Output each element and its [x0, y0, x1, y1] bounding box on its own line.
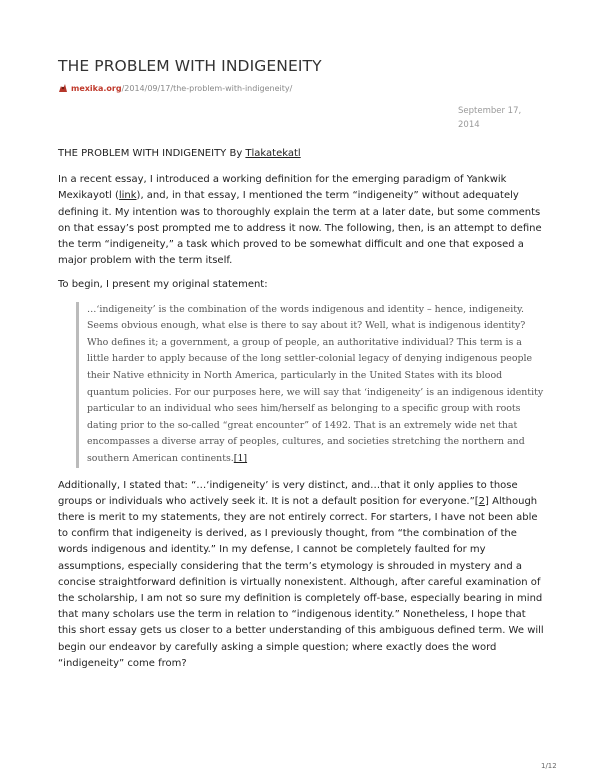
- quoted-statement: …‘indigeneity’ is the combination of the words indigenous and identity – hence, indigeneity. Seems obvious enough, what else is there to say about it? Well, what is indigenous identity? Who defines it; a government, a group of people, an authoritative individual? This term is a little harder to apply because of the long settler-colonial legacy of denying indigenous people their Native ethnicity in North America, particularly in the United States with its blood quantum policies. For our purposes here, we will say that ‘indigeneity’ is an indigenous identity particular to an individual who sees him/herself as belonging to a specific group with roots dating prior to the so-called “great encounter” of 1492. That is an extremely wide net that encompasses a diverse array of peoples, cultures, and societies stretching the northern and southern American continents.[1]: [76, 302, 544, 468]
- author-link[interactable]: Tlakatekatl: [245, 148, 301, 159]
- paragraph-2: To begin, I present my original statement:: [58, 279, 268, 291]
- paragraph-1: In a recent essay, I introduced a working definition for the emerging paradigm of Yankwik Mexikayotl (link), and, in that essay, I mentioned the term “indigeneity” without adequately defining it. My intention was to thoroughly explain the term at a later date, but some comments on that essay’s post prompted me to address it now. The following, then, is an attempt to define the term “indigeneity,” a task which proved to be somewhat difficult and one that exposed a major problem with the term itself.: [58, 174, 542, 267]
- site-logo-icon: [58, 83, 68, 93]
- article-heading: THE PROBLEM WITH INDIGENEITY By Tlakatekatl: [58, 148, 301, 159]
- source-url: [58, 83, 292, 93]
- footnote-link-2[interactable]: [2]: [474, 495, 489, 507]
- footnote-link-1[interactable]: [1]: [233, 452, 248, 464]
- page-number: 1/12: [541, 762, 557, 770]
- article-body: [58, 146, 544, 680]
- page-title: THE PROBLEM WITH INDIGENEITY: [58, 57, 322, 75]
- source-link[interactable]: mexika.org/2014/09/17/the-problem-with-indigeneity/: [71, 83, 293, 93]
- essay-link[interactable]: link: [118, 190, 137, 202]
- paragraph-3: Additionally, I stated that: “…‘indigeneity’ is very distinct, and…that it only applies to those groups or individuals who actively seek it. It is not a default position for everyone.”[2] Although there is merit to my statements, they are not entirely correct. For starters, I have not been able to confirm that indigeneity is derived, as I previously thought, from “the combination of the words indigenous and identity.” In my defense, I cannot be completely faulted for my assumptions, especially considering that the term’s etymology is shrouded in mystery and a concise straightforward definition is virtually nonexistent. Although, after careful examination of the scholarship, I am not so sure my definition is completely off-base, especially bearing in mind that many scholars use the term in relation to “indigenous identity.” Nonetheless, I hope that this short essay gets us closer to a better understanding of this ambiguous defined term. We will begin our endeavor by carefully asking a simple question; where exactly does the word “indigeneity” come from?: [58, 479, 544, 669]
- publish-date: September 17, 2014: [458, 106, 522, 130]
